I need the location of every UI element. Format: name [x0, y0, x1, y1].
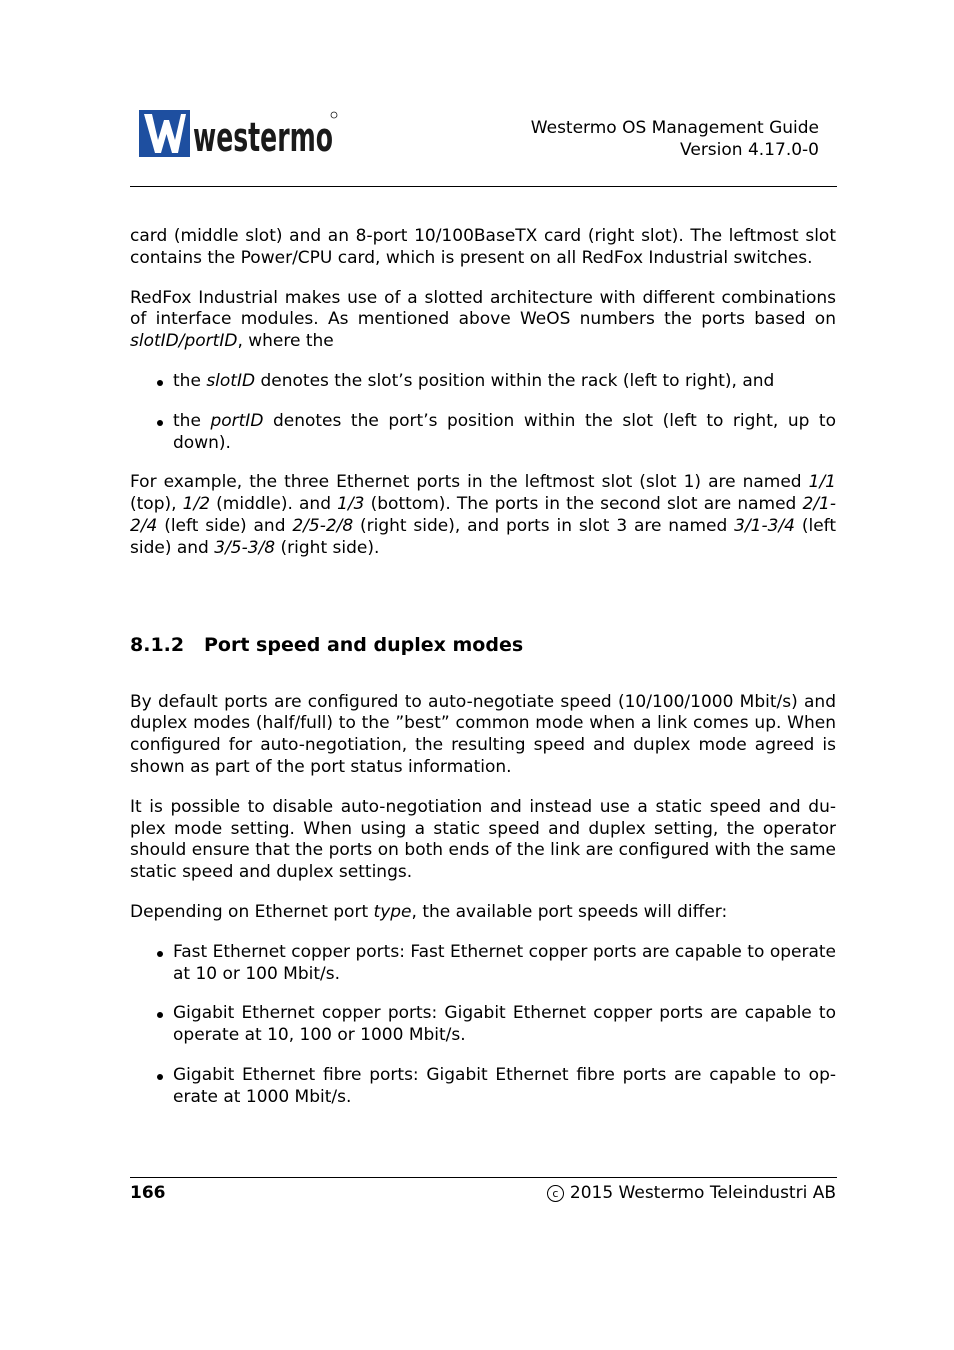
list-item: Gigabit Ethernet copper ports: Gigabit Ethernet copper ports are capable to operate at 10, 100 or 1000 Mbit/s.: [130, 1003, 836, 1047]
page-number: 166: [130, 1183, 166, 1203]
section-title: Port speed and duplex modes: [204, 633, 524, 656]
logo-wordmark: westermo: [193, 115, 333, 161]
list-item: Gigabit Ethernet fibre ports: Gigabit Ethernet fibre ports are capable to operate at 1000 Mbit/s.: [130, 1065, 836, 1109]
bullet-list-speeds: [130, 942, 836, 1109]
header-rule: [130, 186, 837, 187]
paragraph-5: It is possible to disable auto-negotiation and instead use a static speed and duplex mode setting. When using a static speed and duplex setting, the operator should ensure that the ports on both ends of the link are configured with the same static speed and duplex settings.: [130, 796, 836, 883]
paragraph-2: RedFox Industrial makes use of a slotted architecture with different combinations of interface modules. As mentioned above WeOS numbers the ports based on slotID/portID, where the: [130, 287, 836, 352]
copyright-text: 2015 Westermo Teleindustri AB: [569, 1183, 836, 1203]
list-item: Fast Ethernet copper ports: Fast Ethernet copper ports are capable to operate at 10 or 100 Mbit/s.: [130, 942, 836, 986]
westermo-logo: [139, 110, 339, 161]
header-info: [531, 117, 819, 161]
list-item: the slotID denotes the slot’s position within the rack (left to right), and: [130, 371, 836, 393]
paragraph-4: By default ports are configured to auto-negotiate speed (10/100/1000 Mbit/s) and duplex modes (half/full) to the ”best” common mode when a link comes up. When configured for auto-negotiation, the resulting speed and duplex mode agreed is shown as part of the port status information.: [130, 691, 836, 777]
paragraph-1: card (middle slot) and an 8-port 10/100BaseTX card (right slot). The leftmost slot contains the Power/CPU card, which is present on all RedFox Industrial switches.: [130, 226, 836, 268]
paragraph-6: Depending on Ethernet port type, the available port speeds will differ:: [130, 901, 728, 922]
footer-rule: [130, 1177, 837, 1178]
guide-title: Westermo OS Management Guide: [530, 118, 819, 138]
bullet-list-ids: [130, 371, 836, 454]
guide-version: Version 4.17.0-0: [680, 140, 819, 160]
footer: [130, 1182, 836, 1204]
paragraph-3: For example, the three Ethernet ports in the leftmost slot (slot 1) are named 1/1 (top), 1/2 (middle). and 1/3 (bottom). The ports in the second slot are named 2/1-2/4 (left side) and 2/5-2/8 (right side), and ports in slot 3 are named 3/1-3/4 (left side) and 3/5-3/8 (right side).: [130, 472, 837, 558]
section-heading: [130, 633, 836, 657]
copyright-icon: c: [547, 1185, 564, 1202]
list-item: the portID denotes the port’s position within the slot (left to right, up to down).: [130, 411, 836, 455]
section-number: 8.1.2: [130, 633, 185, 656]
copyright: [547, 1182, 836, 1204]
main-content: [130, 226, 836, 1109]
